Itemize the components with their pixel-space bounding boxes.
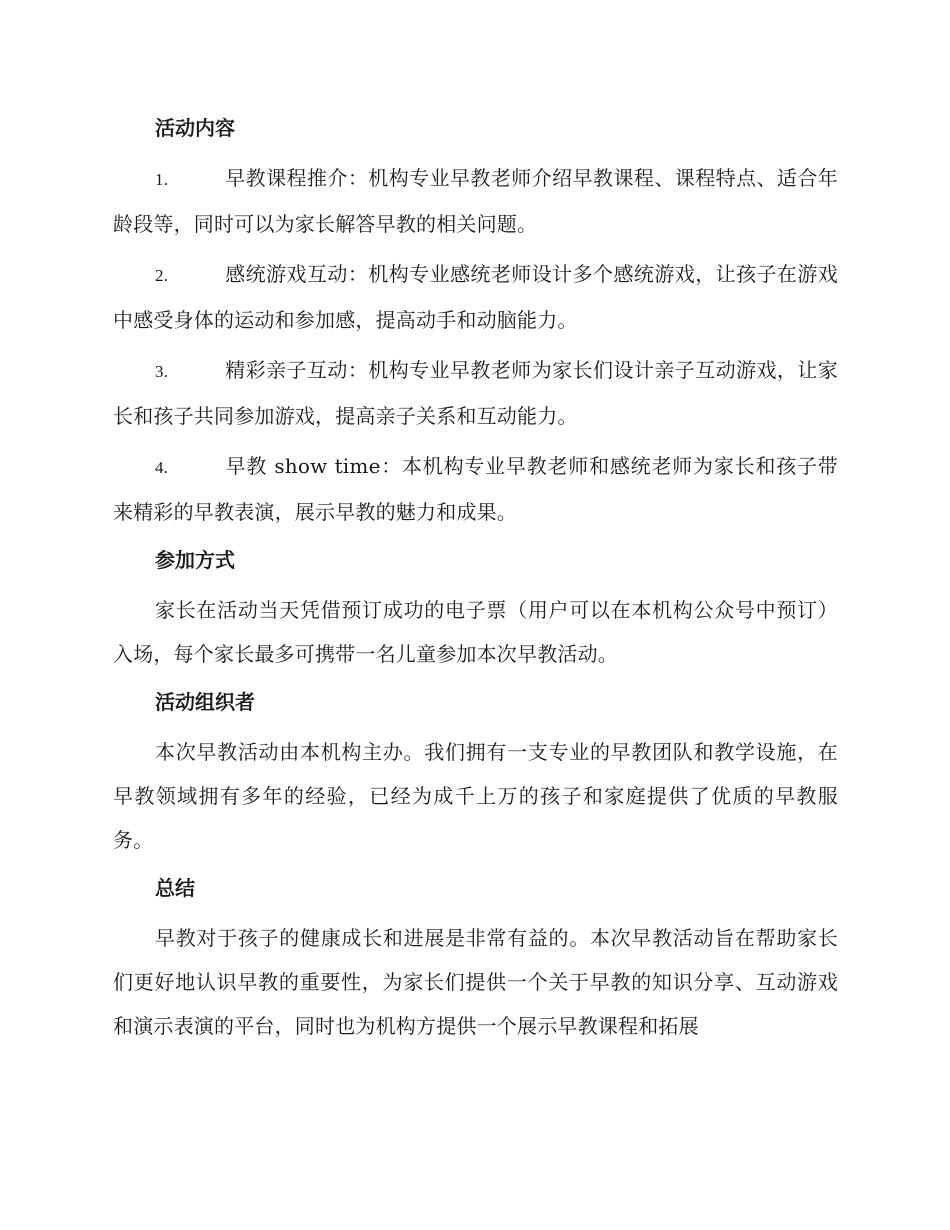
section-paragraph-organizer: 本次早教活动由本机构主办。我们拥有一支专业的早教团队和教学设施，在早教领域拥有多年的经验，已经为成千上万的孩子和家庭提供了优质的早教服务。 — [113, 740, 838, 852]
section-heading-activity-content: 活动内容 — [155, 116, 235, 140]
list-number: 2. — [155, 266, 169, 285]
list-text: 精彩亲子互动：机构专业早教老师为家长们设计亲子互动游戏，让家长和孩子共同参加游戏，提高亲子关系和互动能力。 — [113, 358, 838, 428]
list-text: 早教课程推介：机构专业早教老师介绍早教课程、课程特点、适合年龄段等，同时可以为家长解答早教的相关问题。 — [113, 166, 838, 236]
section-heading-participation: 参加方式 — [155, 548, 235, 572]
section-heading-organizer: 活动组织者 — [155, 690, 255, 714]
section-paragraph-participation: 家长在活动当天凭借预订成功的电子票（用户可以在本机构公众号中预订）入场，每个家长最多可携带一名儿童参加本次早教活动。 — [113, 598, 838, 666]
list-text: 早教 show time：本机构专业早教老师和感统老师为家长和孩子带来精彩的早教表演，展示早教的魅力和成果。 — [113, 454, 838, 524]
list-text: 感统游戏互动：机构专业感统老师设计多个感统游戏，让孩子在游戏中感受身体的运动和参加感，提高动手和动脑能力。 — [113, 262, 838, 332]
list-item — [113, 156, 838, 246]
list-number: 1. — [155, 170, 169, 189]
list-number: 4. — [155, 458, 169, 477]
list-item — [113, 444, 838, 534]
list-item — [113, 252, 838, 342]
list-item — [113, 348, 838, 438]
section-heading-summary: 总结 — [155, 876, 195, 900]
list-number: 3. — [155, 362, 169, 381]
section-paragraph-summary: 早教对于孩子的健康成长和进展是非常有益的。本次早教活动旨在帮助家长们更好地认识早教的重要性，为家长们提供一个关于早教的知识分享、互动游戏和演示表演的平台，同时也为机构方提供一个展示早教课程和拓展 — [113, 926, 838, 1038]
document-content — [113, 108, 838, 1054]
